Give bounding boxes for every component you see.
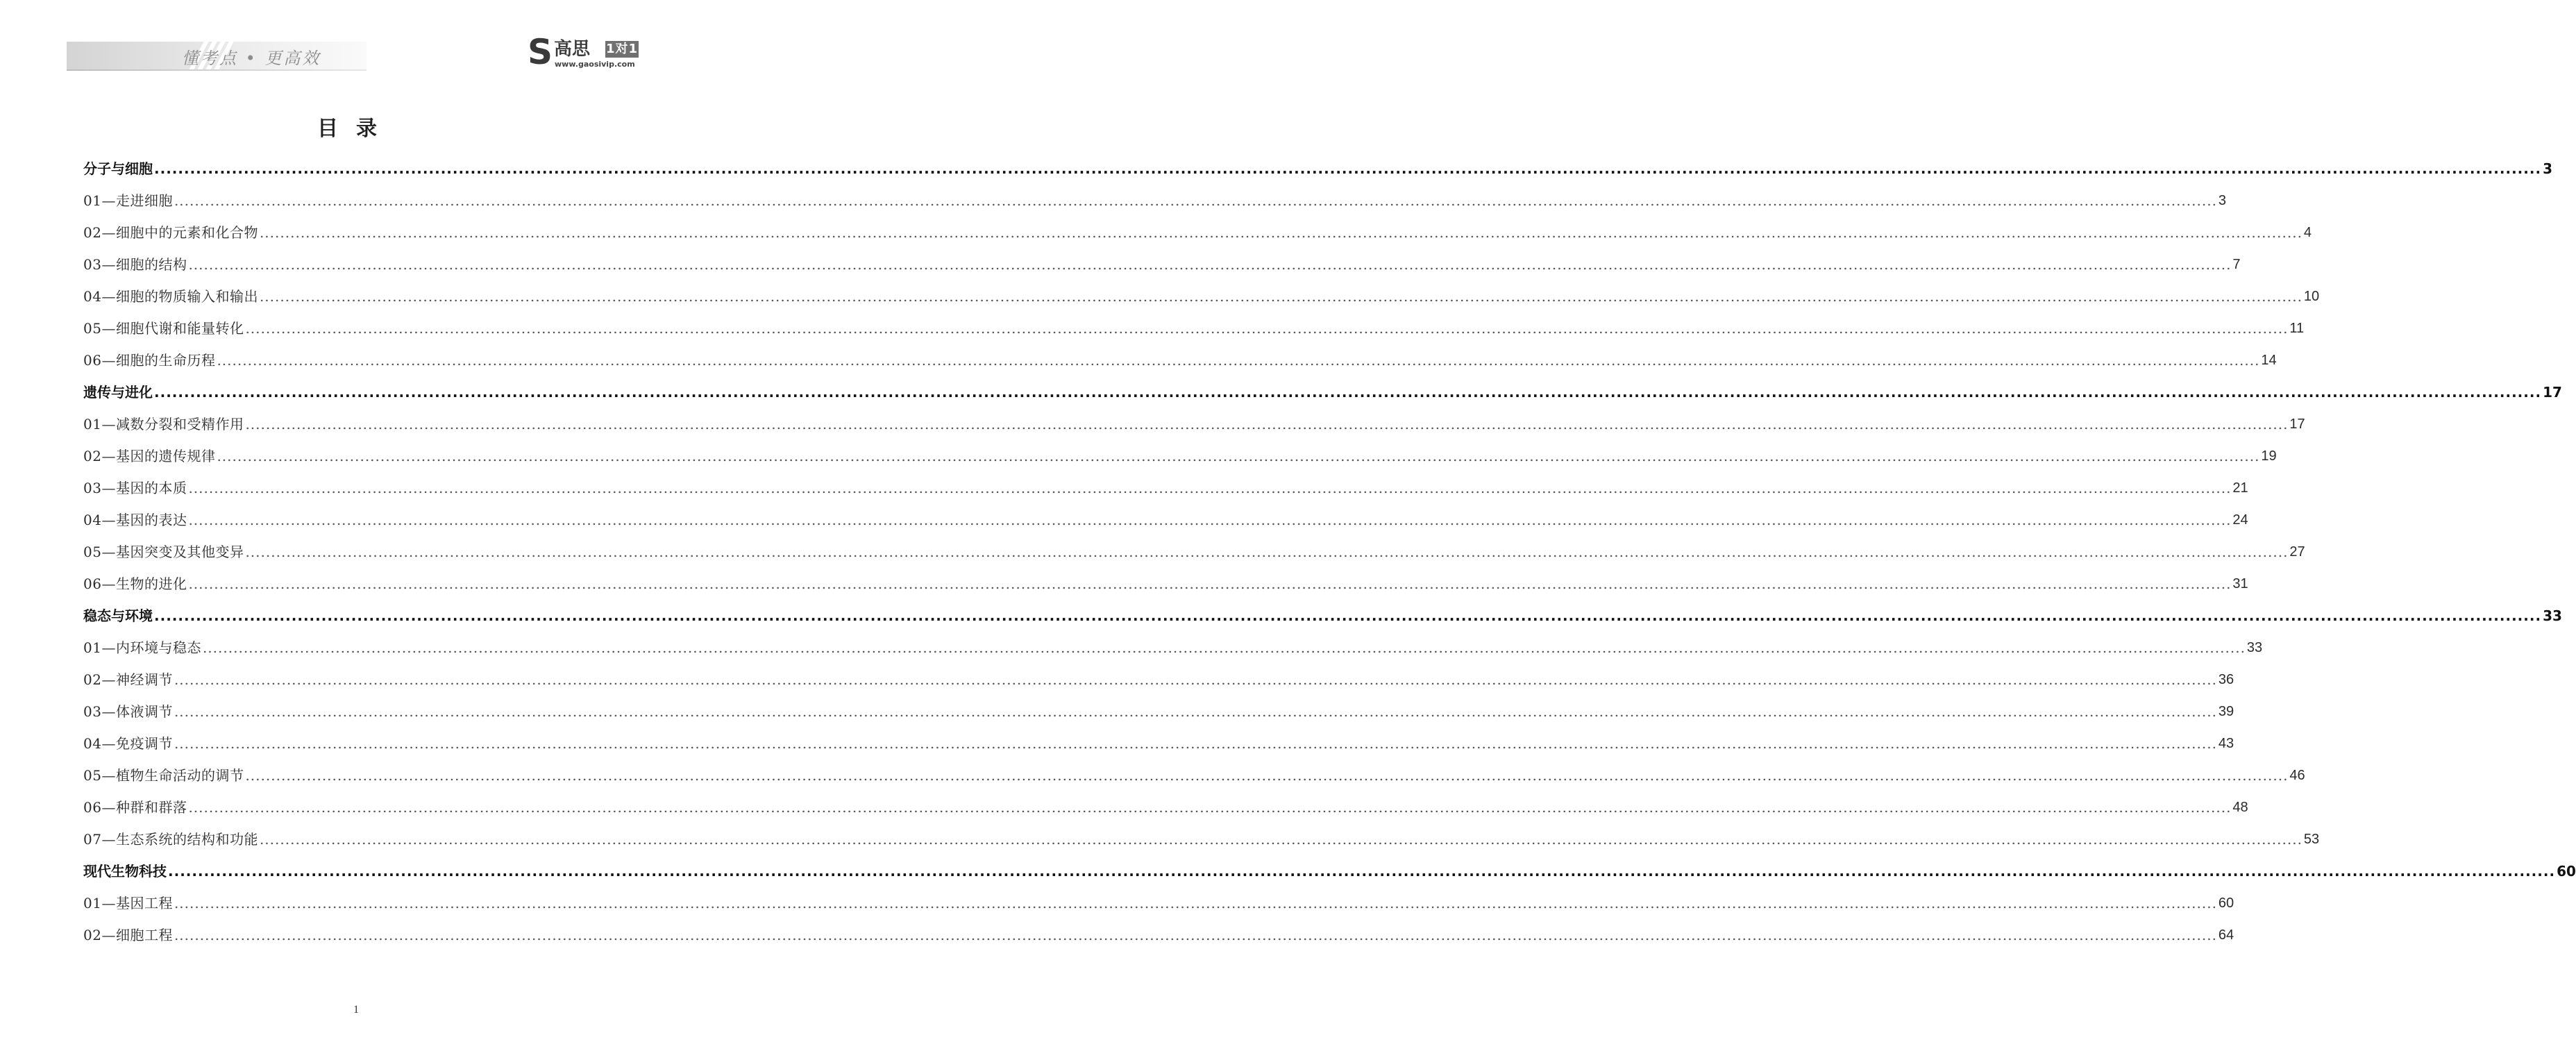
page-number: 1 — [353, 1004, 359, 1016]
toc-entry-page: 17 — [2543, 384, 2562, 401]
toc-entry-label: 04—免疫调节 — [83, 735, 173, 752]
toc-entry-page: 21 — [2232, 480, 2248, 496]
toc-dot-leader: ................................................................................................................................................................................................................................................................................................................................................................................................................ — [174, 735, 2217, 752]
toc-entry-page: 31 — [2232, 576, 2248, 591]
toc-entry-label: 02—细胞工程 — [83, 927, 173, 943]
toc-dot-leader: ................................................................................................................................................................................................................................................................................................................................................................................................................ — [168, 863, 2556, 880]
toc-entry-page: 33 — [2246, 640, 2263, 655]
toc-entry-label: 02—细胞中的元素和化合物 — [83, 224, 258, 241]
toc-entry-label: 遗传与进化 — [83, 384, 153, 401]
toc-dot-leader: ................................................................................................................................................................................................................................................................................................................................................................................................................ — [154, 384, 2542, 401]
toc-dot-leader: ................................................................................................................................................................................................................................................................................................................................................................................................................ — [217, 448, 2260, 464]
toc-entry-label: 01—基因工程 — [83, 895, 173, 911]
toc-entry-label: 稳态与环境 — [83, 607, 153, 624]
toc-entry-label: 04—细胞的物质输入和输出 — [83, 288, 258, 305]
toc-entry-page: 3 — [2543, 160, 2552, 177]
toc-item[interactable] — [83, 696, 2234, 728]
toc-dot-leader: ................................................................................................................................................................................................................................................................................................................................................................................................................ — [217, 352, 2260, 369]
header-underline — [67, 69, 367, 71]
toc-dot-leader: ................................................................................................................................................................................................................................................................................................................................................................................................................ — [174, 927, 2217, 943]
toc-entry-page: 33 — [2543, 607, 2562, 624]
toc-entry-label: 05—细胞代谢和能量转化 — [83, 320, 244, 337]
toc-item[interactable] — [83, 280, 2320, 312]
toc-dot-leader: ................................................................................................................................................................................................................................................................................................................................................................................................................ — [188, 256, 2232, 273]
toc-entry-page: 11 — [2289, 321, 2305, 336]
toc-dot-leader: ................................................................................................................................................................................................................................................................................................................................................................................................................ — [174, 192, 2217, 209]
toc-dot-leader: ................................................................................................................................................................................................................................................................................................................................................................................................................ — [245, 767, 2289, 784]
toc-entry-page: 60 — [2218, 896, 2234, 911]
toc-entry-label: 01—走进细胞 — [83, 192, 173, 209]
toc-entry-page: 14 — [2261, 353, 2277, 368]
toc-dot-leader: ................................................................................................................................................................................................................................................................................................................................................................................................................ — [245, 320, 2289, 337]
toc-dot-leader: ................................................................................................................................................................................................................................................................................................................................................................................................................ — [154, 607, 2542, 624]
toc-entry-page: 53 — [2303, 832, 2320, 847]
toc-dot-leader: ................................................................................................................................................................................................................................................................................................................................................................................................................ — [174, 895, 2217, 911]
toc-item[interactable] — [83, 632, 2263, 664]
toc-section[interactable] — [83, 153, 2552, 185]
page-title: 目录 — [317, 117, 395, 141]
toc-section[interactable] — [83, 376, 2562, 408]
toc-dot-leader: ................................................................................................................................................................................................................................................................................................................................................................................................................ — [154, 160, 2542, 177]
toc-entry-label: 06—种群和群落 — [83, 799, 187, 816]
toc-entry-label: 07—生态系统的结构和功能 — [83, 831, 258, 848]
toc-item[interactable] — [83, 472, 2248, 504]
toc-dot-leader: ................................................................................................................................................................................................................................................................................................................................................................................................................ — [188, 480, 2232, 496]
toc-entry-label: 现代生物科技 — [83, 863, 167, 880]
toc-item[interactable] — [83, 217, 2312, 249]
toc-entry-page: 19 — [2261, 448, 2277, 464]
toc-entry-page: 60 — [2557, 863, 2576, 880]
toc-dot-leader: ................................................................................................................................................................................................................................................................................................................................................................................................................ — [259, 224, 2303, 241]
toc-dot-leader: ................................................................................................................................................................................................................................................................................................................................................................................................................ — [245, 544, 2289, 560]
toc-entry-label: 02—神经调节 — [83, 671, 173, 688]
toc-entry-page: 4 — [2303, 225, 2312, 240]
toc-entry-page: 10 — [2303, 289, 2320, 304]
toc-entry-page: 48 — [2232, 800, 2248, 815]
toc-item[interactable] — [83, 344, 2277, 376]
header-slogan: 懂考点 • 更高效 — [182, 49, 321, 68]
toc-item[interactable] — [83, 312, 2305, 344]
toc-entry-page: 27 — [2289, 544, 2305, 560]
toc-item[interactable] — [83, 536, 2305, 568]
toc-entry-label: 06—生物的进化 — [83, 575, 187, 592]
logo-name: 高思 — [554, 39, 591, 60]
toc-item[interactable] — [83, 185, 2227, 217]
toc-dot-leader: ................................................................................................................................................................................................................................................................................................................................................................................................................ — [259, 288, 2303, 305]
toc-item[interactable] — [83, 823, 2320, 855]
toc-item[interactable] — [83, 249, 2241, 280]
toc-entry-label: 01—减数分裂和受精作用 — [83, 416, 244, 432]
toc-entry-page: 46 — [2289, 768, 2305, 783]
toc-entry-label: 03—细胞的结构 — [83, 256, 187, 273]
toc-entry-page: 43 — [2218, 736, 2234, 751]
toc-entry-label: 分子与细胞 — [83, 160, 153, 177]
toc-dot-leader: ................................................................................................................................................................................................................................................................................................................................................................................................................ — [174, 671, 2217, 688]
toc-entry-page: 36 — [2218, 672, 2234, 687]
table-of-contents — [83, 153, 2576, 951]
toc-entry-label: 03—体液调节 — [83, 703, 173, 720]
toc-entry-label: 02—基因的遗传规律 — [83, 448, 216, 464]
toc-entry-page: 17 — [2289, 417, 2305, 432]
toc-section[interactable] — [83, 855, 2576, 887]
toc-item[interactable] — [83, 887, 2234, 919]
toc-item[interactable] — [83, 568, 2248, 600]
toc-entry-page: 64 — [2218, 927, 2234, 943]
toc-entry-page: 39 — [2218, 704, 2234, 719]
toc-entry-label: 05—基因突变及其他变异 — [83, 544, 244, 560]
toc-dot-leader: ................................................................................................................................................................................................................................................................................................................................................................................................................ — [202, 639, 2246, 656]
toc-item[interactable] — [83, 728, 2234, 759]
toc-item[interactable] — [83, 919, 2234, 951]
toc-item[interactable] — [83, 408, 2305, 440]
toc-item[interactable] — [83, 759, 2305, 791]
toc-dot-leader: ................................................................................................................................................................................................................................................................................................................................................................................................................ — [188, 799, 2232, 816]
toc-entry-page: 3 — [2218, 193, 2227, 208]
toc-entry-label: 04—基因的表达 — [83, 512, 187, 528]
toc-dot-leader: ................................................................................................................................................................................................................................................................................................................................................................................................................ — [188, 575, 2232, 592]
toc-entry-label: 06—细胞的生命历程 — [83, 352, 216, 369]
toc-dot-leader: ................................................................................................................................................................................................................................................................................................................................................................................................................ — [259, 831, 2303, 848]
toc-item[interactable] — [83, 440, 2277, 472]
toc-entry-label: 05—植物生命活动的调节 — [83, 767, 244, 784]
toc-item[interactable] — [83, 791, 2248, 823]
toc-entry-label: 01—内环境与稳态 — [83, 639, 201, 656]
toc-entry-page: 7 — [2232, 257, 2241, 272]
toc-dot-leader: ................................................................................................................................................................................................................................................................................................................................................................................................................ — [174, 703, 2217, 720]
toc-entry-label: 03—基因的本质 — [83, 480, 187, 496]
logo-s-mark: S — [528, 32, 553, 72]
logo-badge: 1对1 — [605, 42, 639, 56]
toc-entry-page: 24 — [2232, 512, 2248, 528]
toc-item[interactable] — [83, 664, 2234, 696]
toc-section[interactable] — [83, 600, 2562, 632]
toc-dot-leader: ................................................................................................................................................................................................................................................................................................................................................................................................................ — [245, 416, 2289, 432]
brand-logo — [528, 32, 646, 72]
toc-item[interactable] — [83, 504, 2248, 536]
toc-dot-leader: ................................................................................................................................................................................................................................................................................................................................................................................................................ — [188, 512, 2232, 528]
logo-url: www.gaosivip.com — [555, 60, 635, 69]
